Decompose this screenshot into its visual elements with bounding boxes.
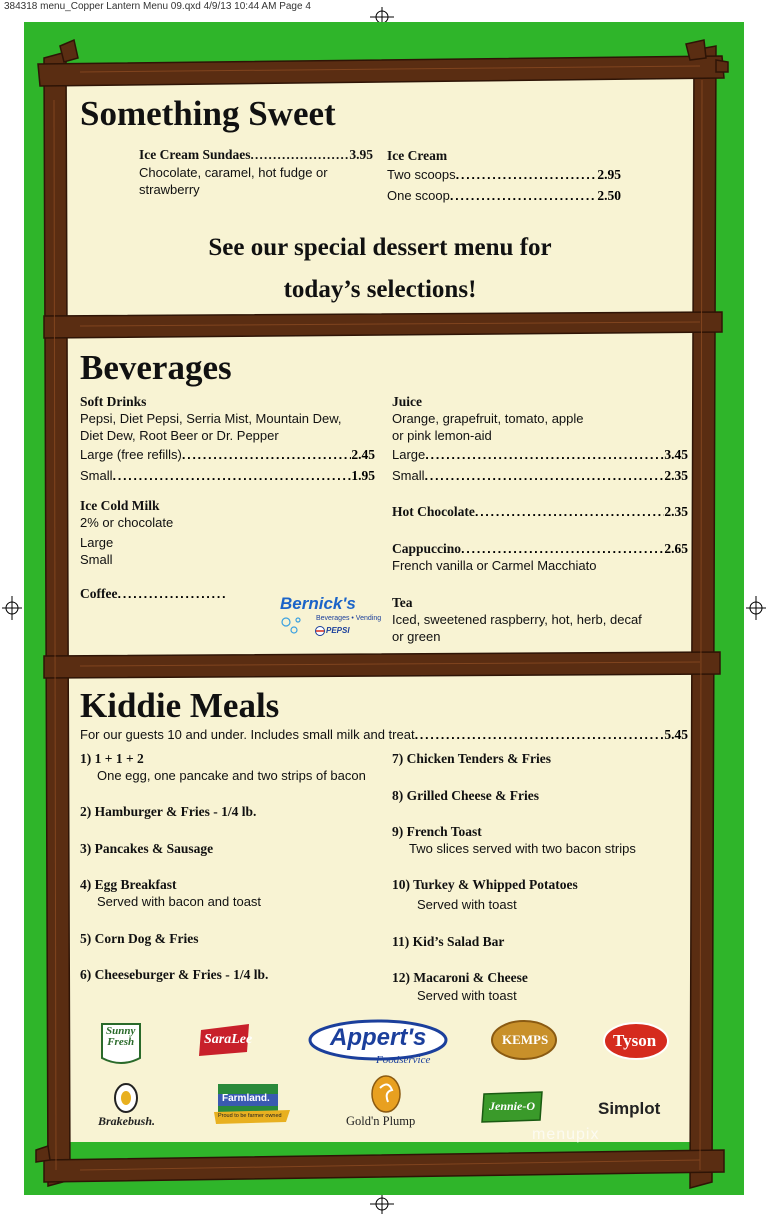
- milk-large: Large: [80, 535, 114, 550]
- sundaes-desc-2: strawberry: [139, 182, 200, 197]
- soft-drinks-desc-2: Diet Dew, Root Beer or Dr. Pepper: [80, 428, 279, 443]
- farmland-sub: Proud to be farmer owned: [218, 1113, 282, 1119]
- section-title-something-sweet: Something Sweet: [80, 94, 336, 133]
- kiddie-item-12-title: 12) Macaroni & Cheese: [392, 970, 528, 985]
- apperts-text: Appert's: [330, 1024, 427, 1051]
- kiddie-item-10-title: 10) Turkey & Whipped Potatoes: [392, 877, 578, 892]
- soft-small-price: 1.95: [351, 468, 375, 483]
- milk-small: Small: [80, 552, 113, 567]
- kiddie-intro-row: [80, 727, 688, 743]
- juice-small-row: [392, 468, 688, 484]
- kiddie-item-9-title: 9) French Toast: [392, 824, 482, 839]
- ice-cream-label: Ice Cream: [387, 148, 448, 163]
- kiddie-item-10-desc: Served with toast: [417, 897, 517, 912]
- brakebush-logo: [94, 1082, 158, 1132]
- kiddie-intro: For our guests 10 and under. Includes small milk and treat: [80, 727, 415, 742]
- juice-large-label: Large: [392, 447, 426, 462]
- kiddie-item-11-title: 11) Kid’s Salad Bar: [392, 934, 505, 949]
- print-slug: 384318 menu_Copper Lantern Menu 09.qxd 4/9/13 10:44 AM Page 4: [4, 1, 311, 12]
- kemps-logo: [490, 1019, 558, 1063]
- kiddie-item-2-title: 2) Hamburger & Fries - 1/4 lb.: [80, 804, 257, 819]
- sundaes-desc-1: Chocolate, caramel, hot fudge or: [139, 165, 328, 180]
- juice-large-row: [392, 447, 688, 463]
- sara-lee-logo: [197, 1022, 253, 1058]
- juice-desc-1: Orange, grapefruit, tomato, apple: [392, 411, 584, 426]
- tyson-logo: [603, 1021, 669, 1061]
- tea-title: Tea: [392, 595, 413, 610]
- special-dessert-line-2: today’s selections!: [283, 276, 477, 303]
- kiddie-item-9-desc: Two slices served with two bacon strips: [409, 841, 636, 856]
- cappuccino-desc: French vanilla or Carmel Macchiato: [392, 558, 597, 573]
- kiddie-item-7-title: 7) Chicken Tenders & Fries: [392, 751, 552, 766]
- brakebush-text: Brakebush.: [98, 1114, 156, 1128]
- tea-desc-2: or green: [392, 629, 441, 644]
- cappuccino-row: [392, 541, 688, 557]
- one-scoop-price: 2.50: [597, 188, 621, 203]
- soft-drinks-desc-1: Pepsi, Diet Pepsi, Serria Mist, Mountain Dew,: [80, 411, 342, 426]
- ice-cream-sundaes-row: [139, 147, 373, 163]
- kiddie-item-4-desc: Served with bacon and toast: [97, 894, 262, 909]
- ice-cream-sundaes-label: Ice Cream Sundaes: [139, 147, 251, 162]
- coffee-row: [80, 586, 225, 602]
- farmland-text: Farmland.: [222, 1093, 270, 1104]
- sara-lee-text: SaraLee: [204, 1032, 253, 1047]
- cappuccino-price: 2.65: [664, 541, 688, 556]
- juice-title: Juice: [392, 394, 422, 409]
- section-title-beverages: Beverages: [80, 348, 232, 387]
- soft-small-row: [80, 468, 375, 484]
- kiddie-item-3-title: 3) Pancakes & Sausage: [80, 841, 214, 856]
- juice-small-label: Small: [392, 468, 425, 483]
- bernicks-logo: [276, 592, 382, 638]
- juice-large-price: 3.45: [664, 447, 688, 462]
- juice-small-price: 2.35: [664, 468, 688, 483]
- sunny-fresh-logo: [98, 1018, 144, 1070]
- soft-drinks-title: Soft Drinks: [80, 394, 147, 409]
- two-scoops-price: 2.95: [597, 167, 621, 182]
- goldnplump-text: Gold'n Plump: [346, 1114, 416, 1128]
- tyson-text: Tyson: [613, 1031, 657, 1050]
- kiddie-item-1-desc: One egg, one pancake and two strips of bacon: [97, 768, 366, 783]
- pepsi-text: PEPSI: [326, 626, 350, 635]
- sunny-text: Sunny: [106, 1025, 136, 1037]
- one-scoop-row: [387, 188, 621, 204]
- soft-small-label: Small: [80, 468, 113, 483]
- section-title-kiddie-meals: Kiddie Meals: [80, 686, 280, 725]
- simplot-logo: [598, 1096, 670, 1122]
- hot-chocolate-price: 2.35: [664, 504, 688, 519]
- kemps-text: KEMPS: [502, 1032, 549, 1047]
- bernicks-sub: Beverages • Vending: [316, 615, 382, 622]
- one-scoop-label: One scoop: [387, 188, 450, 203]
- hot-chocolate-label: Hot Chocolate: [392, 504, 475, 519]
- ice-cold-milk-title: Ice Cold Milk: [80, 498, 160, 513]
- kiddie-item-12-desc: Served with toast: [417, 988, 517, 1003]
- kiddie-item-8-title: 8) Grilled Cheese & Fries: [392, 788, 539, 803]
- kiddie-price: 5.45: [664, 727, 688, 742]
- milk-desc: 2% or chocolate: [80, 515, 174, 530]
- apperts-logo: [308, 1018, 450, 1068]
- juice-desc-2: or pink lemon-aid: [392, 428, 492, 443]
- two-scoops-label: Two scoops: [387, 167, 456, 182]
- jennieo-logo: [480, 1090, 546, 1124]
- ice-cream-sundaes-price: 3.95: [349, 147, 373, 162]
- kiddie-item-1-title: 1) 1 + 1 + 2: [80, 751, 144, 766]
- soft-large-price: 2.45: [351, 447, 375, 462]
- farmland-logo: [214, 1082, 290, 1126]
- kiddie-item-6-title: 6) Cheeseburger & Fries - 1/4 lb.: [80, 967, 269, 982]
- bernicks-name: Bernick's: [280, 594, 356, 613]
- hot-chocolate-row: [392, 504, 688, 520]
- soft-large-label: Large (free refills): [80, 447, 182, 462]
- special-dessert-line-1: See our special dessert menu for: [208, 234, 552, 261]
- goldnplump-logo: [344, 1074, 428, 1130]
- jennieo-text: Jennie-O: [489, 1099, 535, 1113]
- coffee-label: Coffee: [80, 586, 118, 601]
- simplot-text: Simplot: [598, 1099, 661, 1118]
- soft-large-row: [80, 447, 375, 463]
- kiddie-item-4-title: 4) Egg Breakfast: [80, 877, 177, 892]
- apperts-sub: Foodservice: [376, 1054, 431, 1066]
- two-scoops-row: [387, 167, 621, 183]
- fresh-text: Fresh: [107, 1036, 135, 1048]
- kiddie-item-5-title: 5) Corn Dog & Fries: [80, 931, 199, 946]
- tea-desc-1: Iced, sweetened raspberry, hot, herb, decaf: [392, 612, 642, 627]
- cappuccino-label: Cappuccino: [392, 541, 462, 556]
- watermark-menupix: menupix: [532, 1126, 600, 1143]
